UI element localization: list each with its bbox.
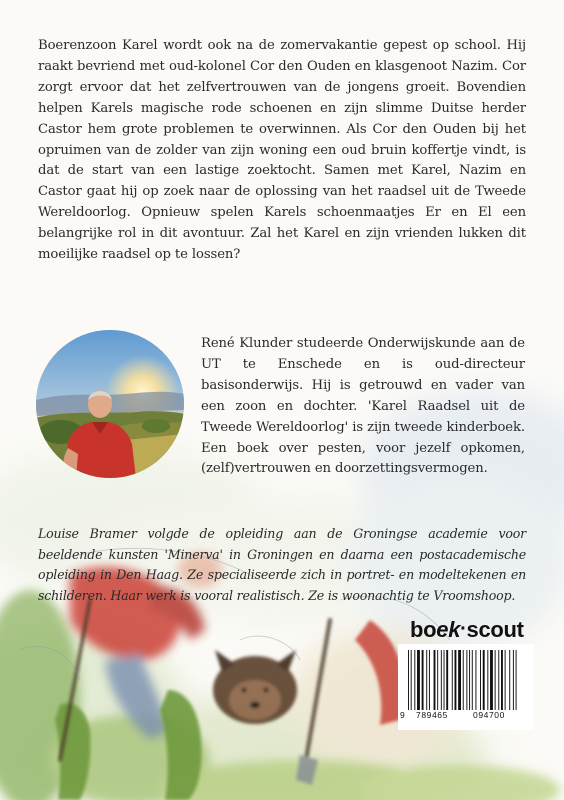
author-bio: René Klunder studeerde Onderwijskunde aan de UT te Enschede en is oud-directeur basisonderwijs. Hij is getrouwd en vader van een zoon en dochter. 'Karel Raadsel uit de Tweede Wereldoorlog' is zijn tweede kinderboek. Een boek over pesten, voor jezelf opkomen, (zelf)vertrouwen en doorzettingsvermogen. bbox=[201, 336, 525, 477]
barcode-bars bbox=[408, 650, 524, 710]
author-photo bbox=[36, 330, 184, 478]
book-blurb: Boerenzoon Karel wordt ook na de zomervakantie gepest op school. Hij raakt bevriend met oud-kolonel Cor den Ouden en klasgenoot Nazim. Cor zorgt ervoor dat het zelfvertrouwen van de jongens groeit. Bovendien helpen Karels magische rode schoenen en zijn slimme Duitse herder Castor hem grote problemen te overwinnen. Als Cor den Ouden bij het opruimen van de zolder van zijn woning een oud bruin koffertje vindt, is dat de start van een lastige zoektocht. Samen met Karel, Nazim en Castor gaat hij op zoek naar de oplossing van het raadsel uit de Tweede Wereldoorlog. Opnieuw spelen Karels schoenmaatjes Er en El een belangrijke rol in dit avontuur. Zal het Karel en zijn vrienden lukken dit moeilijke raadsel op te lossen? bbox=[38, 38, 526, 263]
logo-separator: · bbox=[460, 618, 467, 640]
barcode-digit-lead: 9 bbox=[400, 710, 406, 720]
publisher-logo bbox=[410, 617, 524, 643]
illustrator-bio: Louise Bramer volgde de opleiding aan de Groningse academie voor beeldende kunsten 'Minerva' in Groningen en daarna een postacademische opleiding in Den Haag. Ze specialiseerde zich in portret- en modeltekenen en schilderen. Haar werk is vooral realistisch. Ze is woonachtig te Vroomshoop. bbox=[38, 526, 526, 603]
barcode-digits-left: 789465 bbox=[416, 710, 448, 720]
logo-part-bo: bo bbox=[410, 617, 437, 642]
logo-part-scout: scout bbox=[466, 617, 524, 642]
isbn-barcode bbox=[398, 644, 534, 730]
logo-part-ek: ek bbox=[436, 617, 461, 642]
barcode-digits-right: 094700 bbox=[473, 710, 505, 720]
